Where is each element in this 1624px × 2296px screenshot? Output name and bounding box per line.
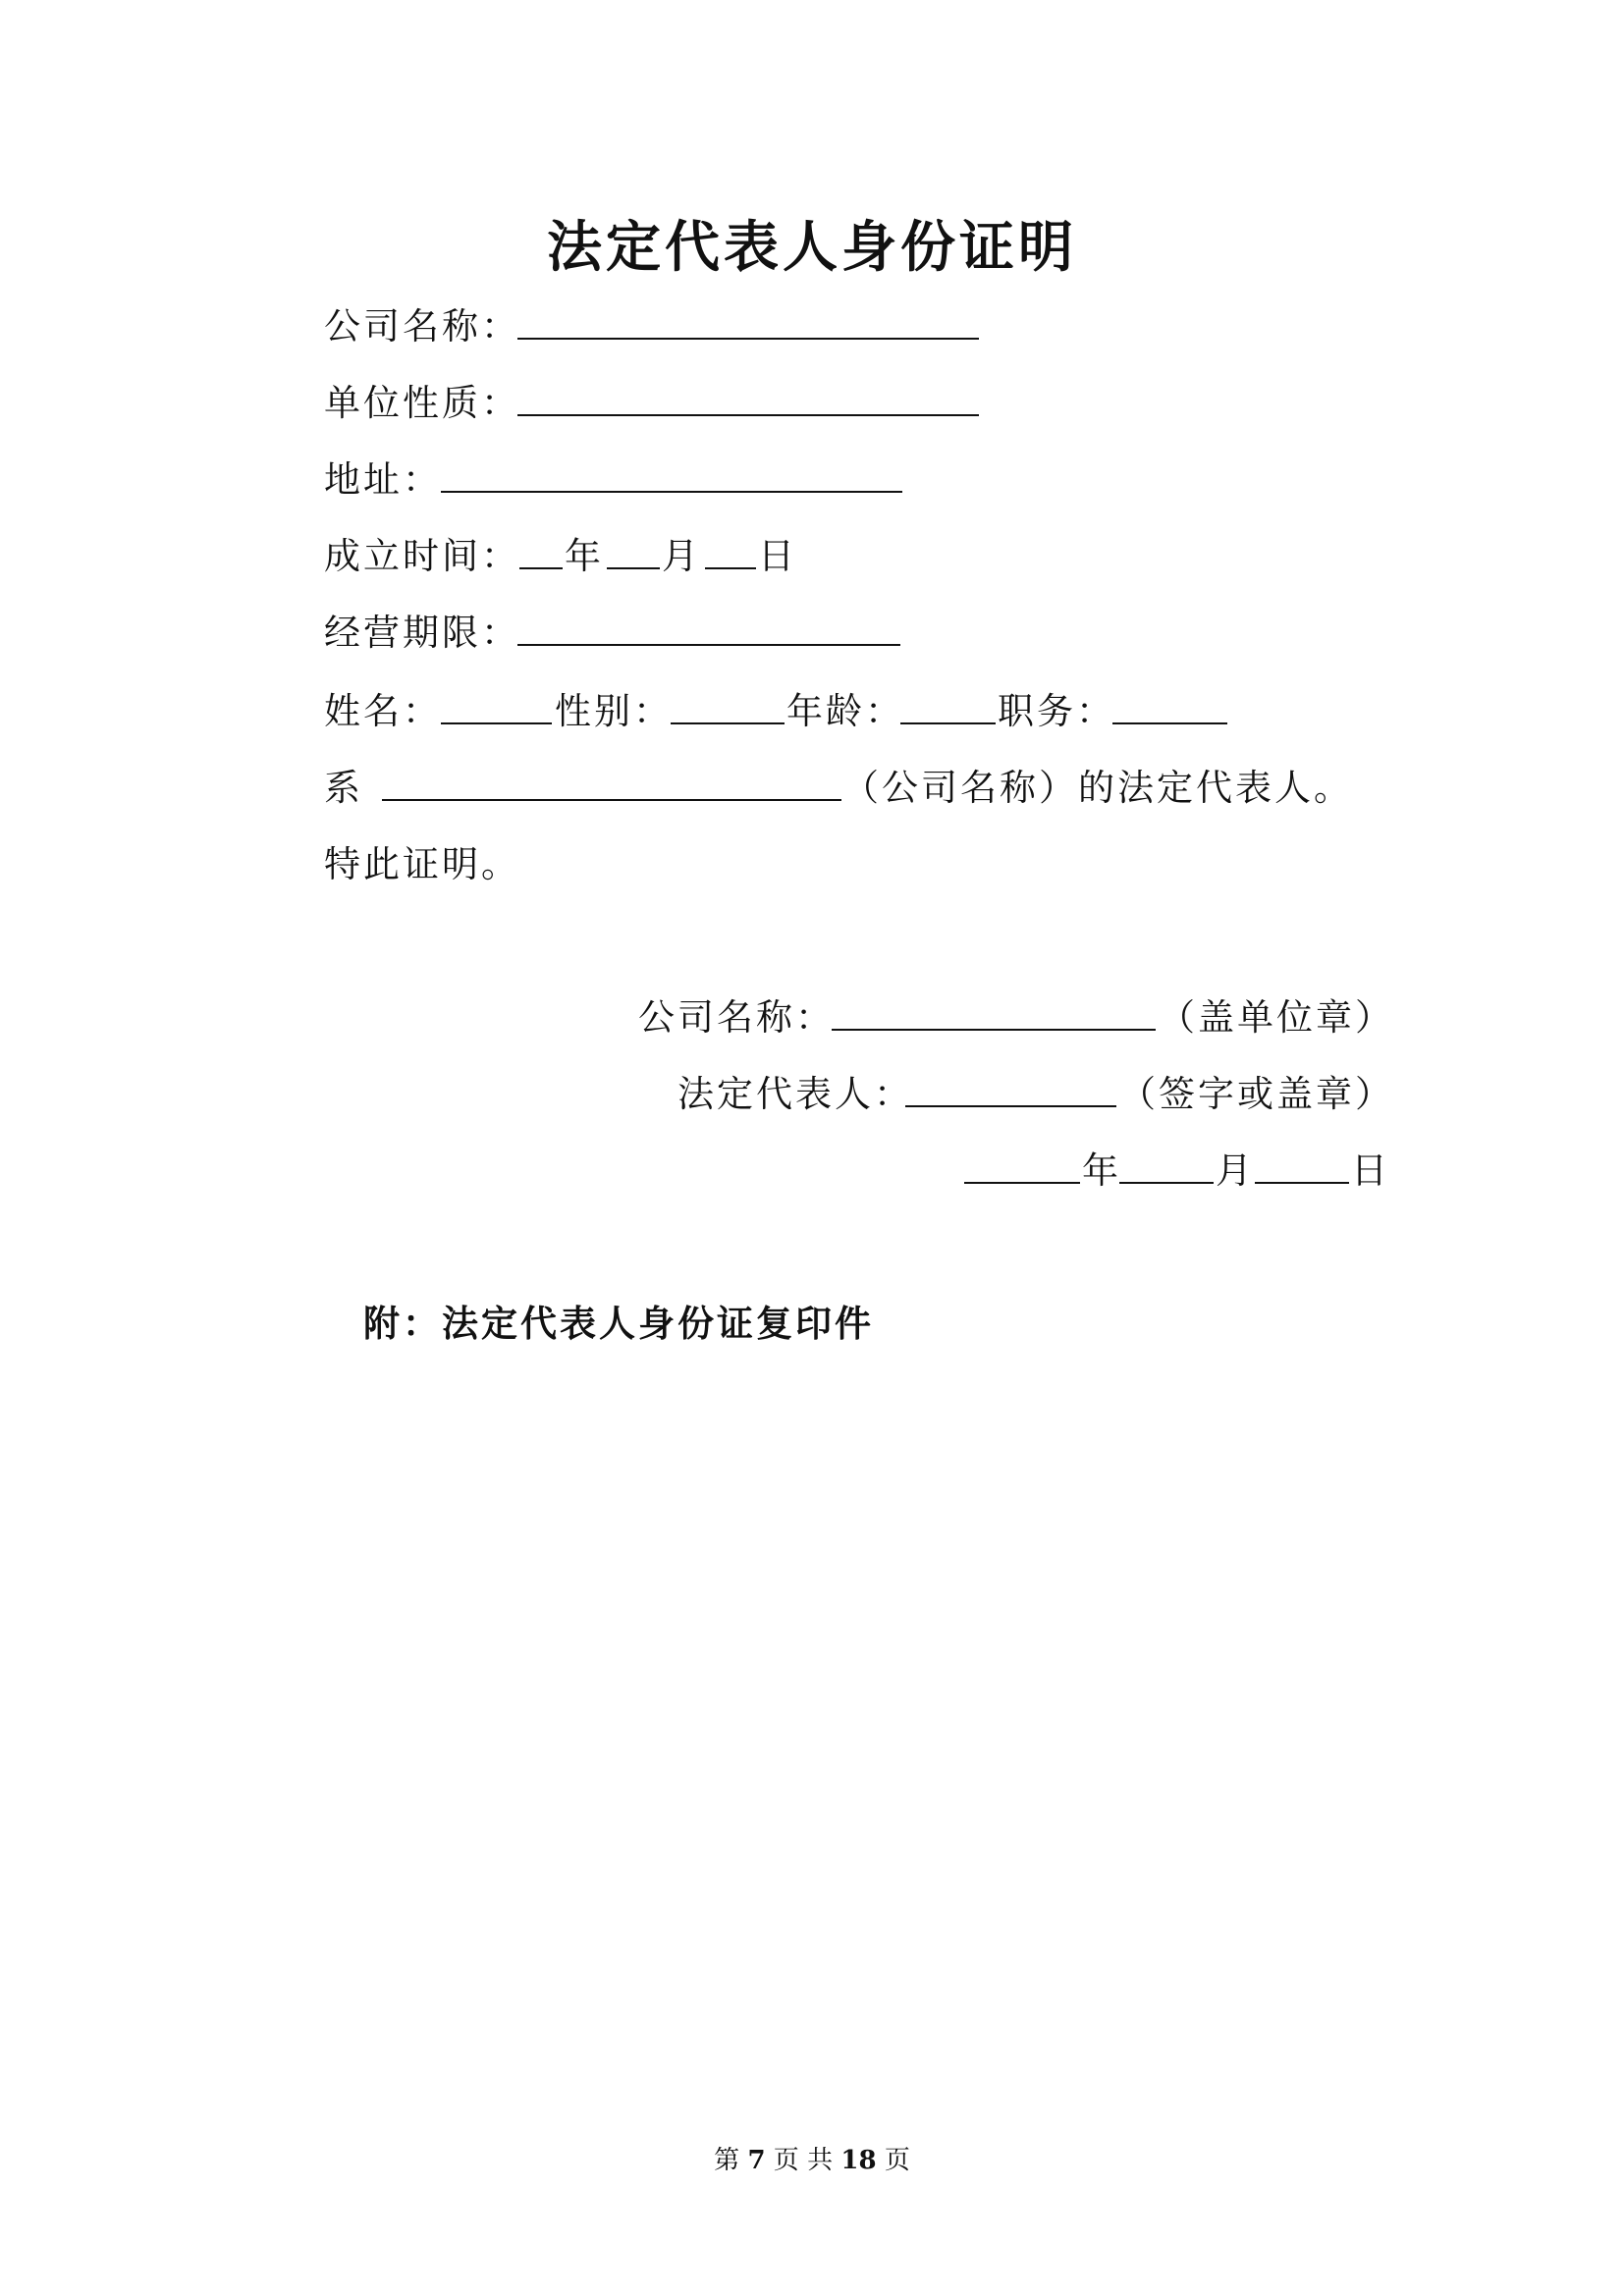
relation-suffix: （公司名称）的法定代表人。 xyxy=(842,767,1353,809)
person-name-blank[interactable] xyxy=(441,722,552,724)
company-name-label: 公司名称： xyxy=(324,305,520,347)
established-label: 成立时间： xyxy=(324,535,520,577)
person-name-label: 姓名： xyxy=(324,690,442,732)
footer-mid1: 页 xyxy=(773,2146,799,2175)
established-day-blank[interactable] xyxy=(705,567,756,569)
sign-year-text: 年 xyxy=(1082,1149,1121,1192)
company-name-blank[interactable] xyxy=(517,338,979,340)
sign-company-note: （盖单位章） xyxy=(1159,996,1394,1039)
term-blank[interactable] xyxy=(517,644,900,646)
footer-suffix: 页 xyxy=(884,2146,910,2175)
unit-nature-label: 单位性质： xyxy=(324,382,520,424)
person-age-label: 年龄： xyxy=(786,690,904,732)
person-position-blank[interactable] xyxy=(1112,722,1227,724)
relation-prefix: 系 xyxy=(324,767,363,809)
sign-day-blank[interactable] xyxy=(1255,1182,1349,1184)
unit-nature-blank[interactable] xyxy=(517,414,979,416)
footer-mid2: 共 xyxy=(807,2146,834,2175)
sign-month-blank[interactable] xyxy=(1119,1182,1214,1184)
sign-rep-blank[interactable] xyxy=(905,1105,1116,1107)
term-label: 经营期限： xyxy=(324,612,520,654)
established-year-blank[interactable] xyxy=(519,567,563,569)
person-gender-label: 性别： xyxy=(555,690,673,732)
document-title: 法定代表人身份证明 xyxy=(547,215,1077,280)
footer-page-number: 7 xyxy=(747,2146,766,2175)
established-month-blank[interactable] xyxy=(607,567,660,569)
established-day-text: 日 xyxy=(758,535,797,577)
footer-prefix: 第 xyxy=(714,2146,740,2175)
address-label: 地址： xyxy=(324,458,442,501)
attachment-note: 附：法定代表人身份证复印件 xyxy=(363,1303,874,1345)
person-position-label: 职务： xyxy=(998,690,1115,732)
sign-rep-note: （签字或盖章） xyxy=(1119,1073,1394,1115)
person-age-blank[interactable] xyxy=(900,722,996,724)
hereby-text: 特此证明。 xyxy=(324,843,520,885)
sign-company-label: 公司名称： xyxy=(638,996,835,1039)
sign-year-blank[interactable] xyxy=(964,1182,1080,1184)
established-year-text: 年 xyxy=(565,535,604,577)
person-gender-blank[interactable] xyxy=(671,722,785,724)
address-blank[interactable] xyxy=(441,491,902,493)
page-footer xyxy=(0,2140,1624,2176)
sign-month-text: 月 xyxy=(1216,1149,1255,1192)
footer-total-pages: 18 xyxy=(840,2146,877,2175)
sign-company-blank[interactable] xyxy=(832,1029,1156,1031)
established-month-text: 月 xyxy=(662,535,701,577)
relation-company-blank[interactable] xyxy=(382,799,841,801)
sign-rep-label: 法定代表人： xyxy=(677,1073,913,1115)
sign-day-text: 日 xyxy=(1351,1149,1390,1192)
